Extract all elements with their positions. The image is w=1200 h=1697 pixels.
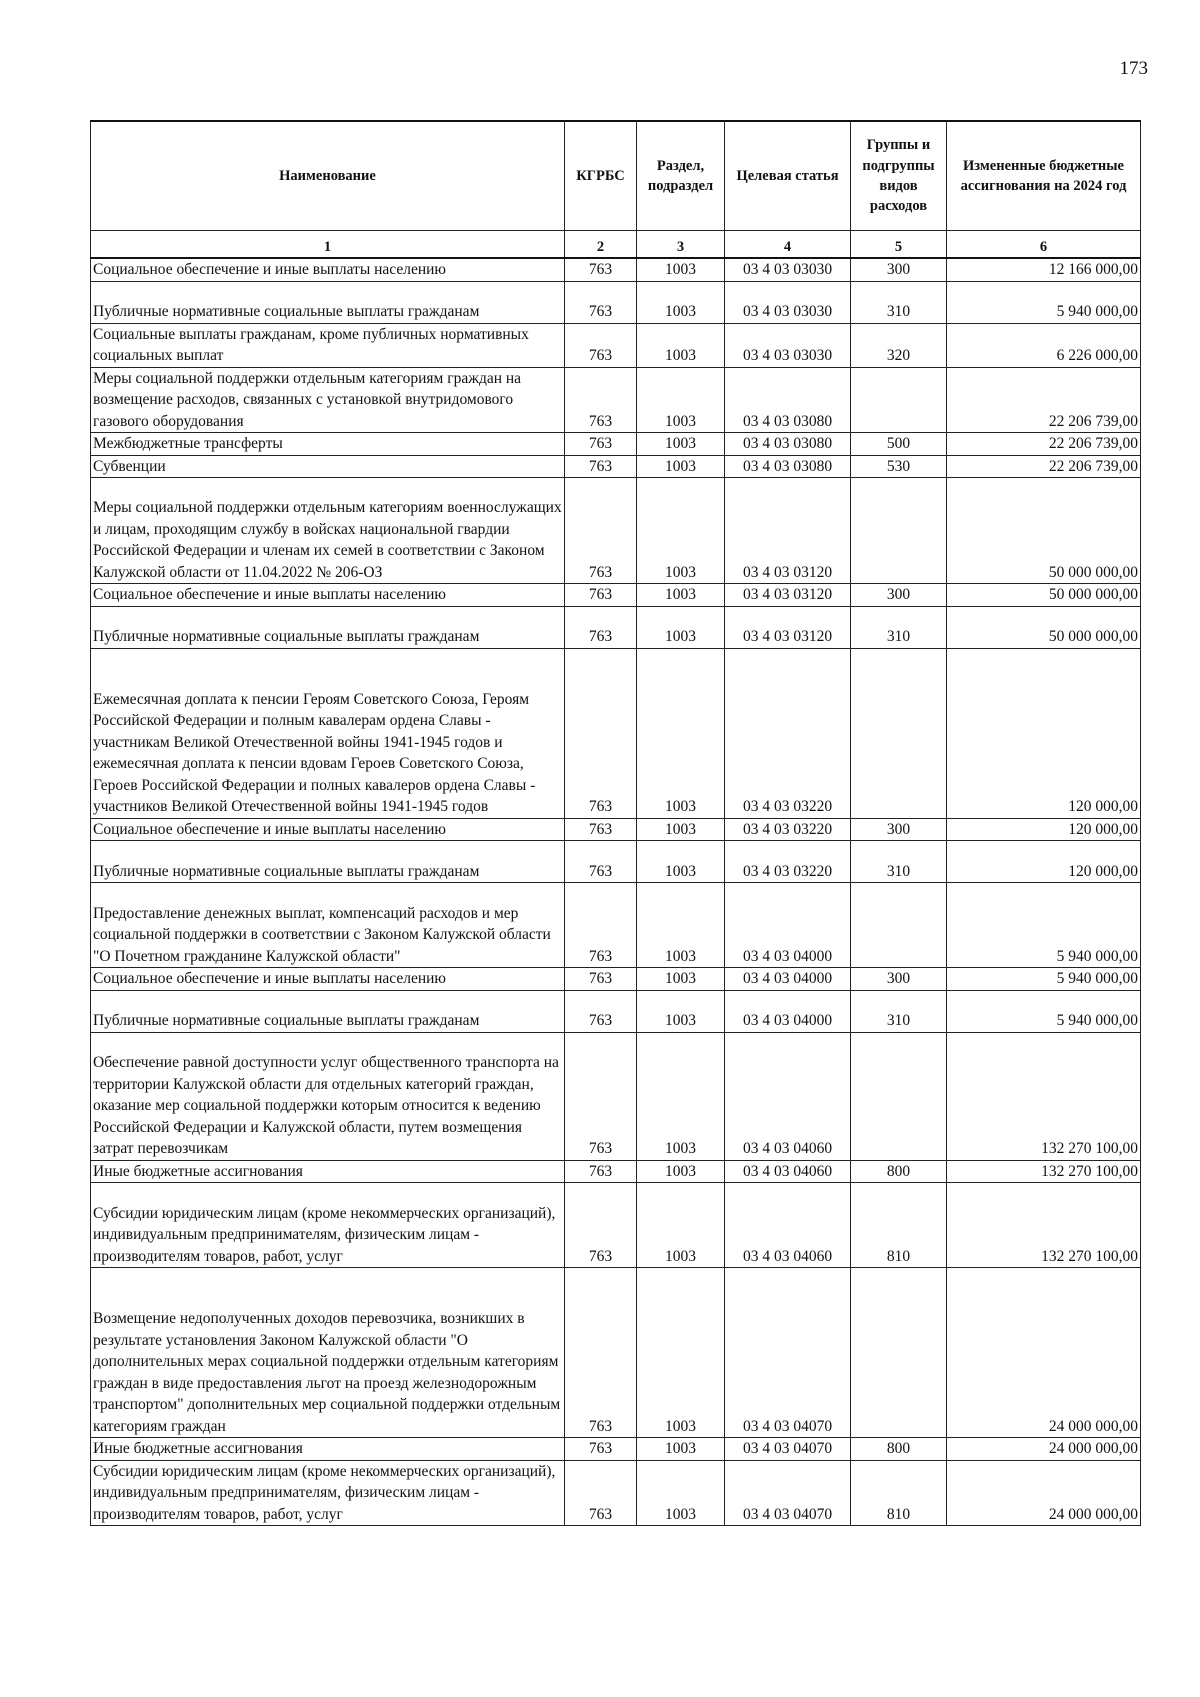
row-expense-group xyxy=(851,1032,947,1160)
row-kgrbs: 763 xyxy=(565,478,637,584)
table-row xyxy=(91,1160,1141,1183)
row-target-article: 03 4 03 03220 xyxy=(725,648,851,818)
row-name: Ежемесячная доплата к пенсии Героям Советского Союза, Героям Российской Федерации и полным кавалерам ордена Славы - участникам Великой Отечественной войны 1941-1945 годов и ежемесячная доплата к пенсии вдовам Героев Советского Союза, Героев Российской Федерации и полных кавалеров ордена Славы - участников Великой Отечественной войны 1941-1945 годов xyxy=(91,648,565,818)
row-razdel: 1003 xyxy=(637,1438,725,1461)
row-expense-group: 300 xyxy=(851,258,947,281)
row-target-article: 03 4 03 04000 xyxy=(725,990,851,1032)
row-target-article: 03 4 03 04060 xyxy=(725,1160,851,1183)
row-amount: 22 206 739,00 xyxy=(947,433,1141,456)
row-target-article: 03 4 03 04070 xyxy=(725,1438,851,1461)
row-expense-group: 310 xyxy=(851,990,947,1032)
row-name: Социальное обеспечение и иные выплаты населению xyxy=(91,258,565,281)
header-expense-group: Группы и подгруппы видов расходов xyxy=(851,121,947,231)
budget-table xyxy=(90,120,1141,1526)
header-razdel: Раздел, подраздел xyxy=(637,121,725,231)
row-amount: 24 000 000,00 xyxy=(947,1268,1141,1438)
row-expense-group: 810 xyxy=(851,1183,947,1268)
table-row xyxy=(91,818,1141,841)
row-name: Социальное обеспечение и иные выплаты населению xyxy=(91,584,565,607)
row-amount: 5 940 000,00 xyxy=(947,990,1141,1032)
row-amount: 50 000 000,00 xyxy=(947,478,1141,584)
row-amount: 22 206 739,00 xyxy=(947,367,1141,433)
row-expense-group: 300 xyxy=(851,968,947,991)
table-row xyxy=(91,1268,1141,1438)
row-kgrbs: 763 xyxy=(565,1032,637,1160)
row-name: Иные бюджетные ассигнования xyxy=(91,1160,565,1183)
row-amount: 6 226 000,00 xyxy=(947,323,1141,367)
row-amount: 24 000 000,00 xyxy=(947,1438,1141,1461)
row-name: Субсидии юридическим лицам (кроме некоммерческих организаций), индивидуальным предпринимателям, физическим лицам - производителям товаров, работ, услуг xyxy=(91,1183,565,1268)
table-row xyxy=(91,1438,1141,1461)
row-expense-group: 500 xyxy=(851,433,947,456)
row-kgrbs: 763 xyxy=(565,648,637,818)
row-amount: 5 940 000,00 xyxy=(947,281,1141,323)
row-target-article: 03 4 03 04000 xyxy=(725,883,851,968)
header-amount: Измененные бюджетные ассигнования на 2024 год xyxy=(947,121,1141,231)
column-number: 3 xyxy=(637,231,725,259)
table-row xyxy=(91,433,1141,456)
row-target-article: 03 4 03 04060 xyxy=(725,1032,851,1160)
row-expense-group: 310 xyxy=(851,281,947,323)
row-expense-group: 300 xyxy=(851,584,947,607)
row-target-article: 03 4 03 03080 xyxy=(725,433,851,456)
row-razdel: 1003 xyxy=(637,883,725,968)
row-expense-group: 300 xyxy=(851,818,947,841)
row-amount: 12 166 000,00 xyxy=(947,258,1141,281)
column-number: 5 xyxy=(851,231,947,259)
row-amount: 5 940 000,00 xyxy=(947,968,1141,991)
row-kgrbs: 763 xyxy=(565,281,637,323)
row-name: Субсидии юридическим лицам (кроме некоммерческих организаций), индивидуальным предпринимателям, физическим лицам - производителям товаров, работ, услуг xyxy=(91,1460,565,1526)
row-razdel: 1003 xyxy=(637,455,725,478)
row-amount: 22 206 739,00 xyxy=(947,455,1141,478)
row-kgrbs: 763 xyxy=(565,883,637,968)
row-expense-group: 320 xyxy=(851,323,947,367)
row-name: Социальное обеспечение и иные выплаты населению xyxy=(91,968,565,991)
row-target-article: 03 4 03 03120 xyxy=(725,478,851,584)
row-kgrbs: 763 xyxy=(565,1438,637,1461)
header-kgrbs: КГРБС xyxy=(565,121,637,231)
row-name: Публичные нормативные социальные выплаты гражданам xyxy=(91,606,565,648)
row-kgrbs: 763 xyxy=(565,968,637,991)
row-amount: 120 000,00 xyxy=(947,648,1141,818)
row-name: Предоставление денежных выплат, компенсаций расходов и мер социальной поддержки в соответствии с Законом Калужской области "О Почетном гражданине Калужской области" xyxy=(91,883,565,968)
row-razdel: 1003 xyxy=(637,433,725,456)
row-razdel: 1003 xyxy=(637,1032,725,1160)
row-amount: 132 270 100,00 xyxy=(947,1183,1141,1268)
column-number: 2 xyxy=(565,231,637,259)
table-row xyxy=(91,1460,1141,1526)
row-amount: 132 270 100,00 xyxy=(947,1160,1141,1183)
row-razdel: 1003 xyxy=(637,1460,725,1526)
table-row xyxy=(91,990,1141,1032)
row-expense-group xyxy=(851,883,947,968)
row-target-article: 03 4 03 03220 xyxy=(725,841,851,883)
row-amount: 50 000 000,00 xyxy=(947,584,1141,607)
row-name: Межбюджетные трансферты xyxy=(91,433,565,456)
row-razdel: 1003 xyxy=(637,1268,725,1438)
row-expense-group xyxy=(851,478,947,584)
header-target-article: Целевая статья xyxy=(725,121,851,231)
column-number: 4 xyxy=(725,231,851,259)
row-target-article: 03 4 03 03030 xyxy=(725,281,851,323)
row-target-article: 03 4 03 03080 xyxy=(725,367,851,433)
row-expense-group xyxy=(851,367,947,433)
row-kgrbs: 763 xyxy=(565,1160,637,1183)
table-row xyxy=(91,883,1141,968)
row-razdel: 1003 xyxy=(637,323,725,367)
row-name: Публичные нормативные социальные выплаты гражданам xyxy=(91,841,565,883)
row-target-article: 03 4 03 03080 xyxy=(725,455,851,478)
row-razdel: 1003 xyxy=(637,841,725,883)
row-expense-group: 530 xyxy=(851,455,947,478)
row-name: Возмещение недополученных доходов перевозчика, возникших в результате установления Законом Калужской области "О дополнительных мерах социальной поддержки отдельным категориям граждан в виде предоставления льгот на проезд железнодорожным транспортом" дополнительных мер социальной поддержки отдельным категориям граждан xyxy=(91,1268,565,1438)
row-name: Меры социальной поддержки отдельным категориям военнослужащих и лицам, проходящим службу в войсках национальной гвардии Российской Федерации и членам их семей в соответствии с Законом Калужской области от 11.04.2022 № 206-ОЗ xyxy=(91,478,565,584)
row-razdel: 1003 xyxy=(637,1160,725,1183)
row-name: Обеспечение равной доступности услуг общественного транспорта на территории Калужской области для отдельных категорий граждан, оказание мер социальной поддержки которым относится к ведению Российской Федерации и Калужской области, путем возмещения затрат перевозчикам xyxy=(91,1032,565,1160)
row-kgrbs: 763 xyxy=(565,841,637,883)
column-number-row xyxy=(91,231,1141,259)
row-name: Публичные нормативные социальные выплаты гражданам xyxy=(91,990,565,1032)
row-target-article: 03 4 03 04060 xyxy=(725,1183,851,1268)
table-row xyxy=(91,1183,1141,1268)
row-name: Иные бюджетные ассигнования xyxy=(91,1438,565,1461)
row-target-article: 03 4 03 03120 xyxy=(725,584,851,607)
table-row xyxy=(91,323,1141,367)
row-amount: 132 270 100,00 xyxy=(947,1032,1141,1160)
row-razdel: 1003 xyxy=(637,818,725,841)
table-row xyxy=(91,584,1141,607)
row-razdel: 1003 xyxy=(637,367,725,433)
table-row xyxy=(91,648,1141,818)
row-amount: 24 000 000,00 xyxy=(947,1460,1141,1526)
row-razdel: 1003 xyxy=(637,606,725,648)
row-target-article: 03 4 03 04000 xyxy=(725,968,851,991)
row-amount: 120 000,00 xyxy=(947,818,1141,841)
row-razdel: 1003 xyxy=(637,968,725,991)
table-row xyxy=(91,258,1141,281)
row-razdel: 1003 xyxy=(637,281,725,323)
row-expense-group: 800 xyxy=(851,1438,947,1461)
row-kgrbs: 763 xyxy=(565,606,637,648)
row-kgrbs: 763 xyxy=(565,990,637,1032)
table-row xyxy=(91,1032,1141,1160)
row-expense-group: 800 xyxy=(851,1160,947,1183)
row-kgrbs: 763 xyxy=(565,818,637,841)
row-razdel: 1003 xyxy=(637,478,725,584)
row-expense-group: 310 xyxy=(851,606,947,648)
row-target-article: 03 4 03 04070 xyxy=(725,1460,851,1526)
row-expense-group xyxy=(851,1268,947,1438)
table-row xyxy=(91,606,1141,648)
row-razdel: 1003 xyxy=(637,584,725,607)
row-kgrbs: 763 xyxy=(565,584,637,607)
row-amount: 5 940 000,00 xyxy=(947,883,1141,968)
row-razdel: 1003 xyxy=(637,648,725,818)
table-row xyxy=(91,367,1141,433)
row-kgrbs: 763 xyxy=(565,323,637,367)
row-razdel: 1003 xyxy=(637,258,725,281)
row-amount: 50 000 000,00 xyxy=(947,606,1141,648)
row-target-article: 03 4 03 03120 xyxy=(725,606,851,648)
row-name: Субвенции xyxy=(91,455,565,478)
row-kgrbs: 763 xyxy=(565,1460,637,1526)
table-row xyxy=(91,455,1141,478)
row-amount: 120 000,00 xyxy=(947,841,1141,883)
page-number: 173 xyxy=(1119,58,1148,79)
row-razdel: 1003 xyxy=(637,990,725,1032)
row-name: Публичные нормативные социальные выплаты гражданам xyxy=(91,281,565,323)
header-name: Наименование xyxy=(91,121,565,231)
row-kgrbs: 763 xyxy=(565,433,637,456)
table-row xyxy=(91,841,1141,883)
row-name: Социальные выплаты гражданам, кроме публичных нормативных социальных выплат xyxy=(91,323,565,367)
row-kgrbs: 763 xyxy=(565,258,637,281)
row-kgrbs: 763 xyxy=(565,1183,637,1268)
row-kgrbs: 763 xyxy=(565,455,637,478)
header-row xyxy=(91,121,1141,231)
column-number: 6 xyxy=(947,231,1141,259)
row-expense-group: 810 xyxy=(851,1460,947,1526)
row-target-article: 03 4 03 03220 xyxy=(725,818,851,841)
row-target-article: 03 4 03 04070 xyxy=(725,1268,851,1438)
row-name: Социальное обеспечение и иные выплаты населению xyxy=(91,818,565,841)
table-row xyxy=(91,478,1141,584)
column-number: 1 xyxy=(91,231,565,259)
row-kgrbs: 763 xyxy=(565,1268,637,1438)
row-expense-group xyxy=(851,648,947,818)
row-kgrbs: 763 xyxy=(565,367,637,433)
table-row xyxy=(91,968,1141,991)
row-razdel: 1003 xyxy=(637,1183,725,1268)
row-name: Меры социальной поддержки отдельным категориям граждан на возмещение расходов, связанных с установкой внутридомового газового оборудования xyxy=(91,367,565,433)
row-expense-group: 310 xyxy=(851,841,947,883)
row-target-article: 03 4 03 03030 xyxy=(725,323,851,367)
row-target-article: 03 4 03 03030 xyxy=(725,258,851,281)
table-row xyxy=(91,281,1141,323)
